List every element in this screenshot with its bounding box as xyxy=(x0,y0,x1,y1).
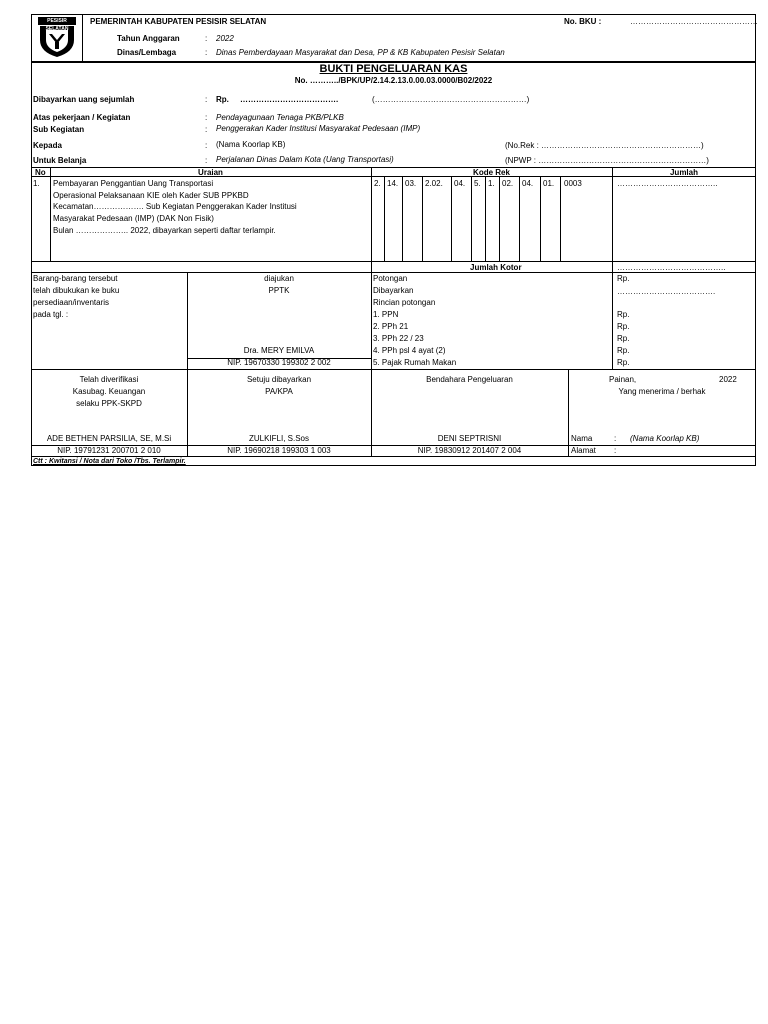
penerima-title: Yang menerima / berhak xyxy=(618,387,706,396)
setuju-nip: NIP. 19690218 199303 1 003 xyxy=(227,446,331,455)
rp-item-1: Rp. xyxy=(617,310,630,319)
row-jumlah: ……………………………….. xyxy=(617,179,718,188)
footnote: Ctt : Kwitansi / Nota dari Toko /Tbs. Terlampir. xyxy=(33,458,186,465)
potongan-item-pajak: 5. Pajak Rumah Makan xyxy=(373,358,457,367)
uraian-line-5: Bulan ……………….. 2022, dibayarkan seperti daftar terlampir. xyxy=(53,226,276,235)
verif-line-3: selaku PPK-SKPD xyxy=(76,399,142,408)
doc-title: BUKTI PENGELUARAN KAS xyxy=(319,63,468,75)
tahun-sep: : xyxy=(205,34,208,43)
kode-5: 04. xyxy=(454,179,466,188)
setuju-line-1: Setuju dibayarkan xyxy=(246,375,312,384)
kode-3: 03. xyxy=(405,179,417,188)
norek: (No.Rek : ……………………………………………………) xyxy=(505,141,704,150)
diajukan: diajukan xyxy=(264,274,294,283)
verif-line-2: Kasubag. Keuangan xyxy=(72,387,146,396)
barang-line-2: telah dibukukan ke buku xyxy=(33,286,120,295)
rp-potongan: Rp. xyxy=(617,274,630,283)
dibayarkan-row-label: Dibayarkan xyxy=(373,286,414,295)
verif-name: ADE BETHEN PARSILIA, SE, M.Si xyxy=(46,434,172,443)
kepada-sep: : xyxy=(205,141,208,150)
gov-title: PEMERINTAH KABUPATEN PESISIR SELATAN xyxy=(90,17,267,26)
rp-item-5: Rp. xyxy=(617,358,630,367)
kode-4: 2.02. xyxy=(425,179,443,188)
bendahara-title: Bendahara Pengeluaran xyxy=(426,375,513,384)
barang-line-4: pada tgl. : xyxy=(33,310,69,319)
potongan-label: Potongan xyxy=(373,274,408,283)
rp-item-4: Rp. xyxy=(617,346,630,355)
bendahara-name: DENI SEPTRISNI xyxy=(437,434,502,443)
row-no: 1. xyxy=(33,179,40,188)
rp-item-2: Rp. xyxy=(617,322,630,331)
uraian-line-2: Operasional Pelaksanaan KIE oleh Kader SUB PPKBD xyxy=(53,191,249,200)
logo-text: PESISIR SELATAN xyxy=(45,18,69,32)
atas-label: Atas pekerjaan / Kegiatan xyxy=(33,113,131,122)
tahun-label: Tahun Anggaran xyxy=(117,34,180,43)
atas-value: Pendayagunaan Tenaga PKB/PLKB xyxy=(216,113,344,122)
uraian-line-1: Pembayaran Penggantian Uang Transportasi xyxy=(53,179,214,188)
alamat-label: Alamat xyxy=(571,446,596,455)
verif-nip: NIP. 19791231 200701 2 010 xyxy=(57,446,161,455)
kepada-value: (Nama Koorlap KB) xyxy=(216,140,286,149)
untuk-sep: : xyxy=(205,156,208,165)
kepada-label: Kepada xyxy=(33,141,62,150)
nama-sep: : xyxy=(614,434,617,443)
nama-label: Nama xyxy=(571,434,593,443)
dinas-sep: : xyxy=(205,48,208,57)
dibayarkan-terbilang: (…………………………………………………) xyxy=(372,95,530,104)
kode-8: 02. xyxy=(502,179,514,188)
logo xyxy=(36,16,78,58)
bku-label: No. BKU : xyxy=(564,17,602,26)
sub-label: Sub Kegiatan xyxy=(33,125,85,134)
npwp: (NPWP : ………………………………………………………) xyxy=(505,156,709,165)
painan-label: Painan, xyxy=(609,375,637,384)
uraian-line-3: Kecamatan………………. Sub Kegiatan Penggerakan Kader Institusi xyxy=(53,202,297,211)
dibayarkan-amount: ………………………………. xyxy=(240,95,339,104)
uraian-line-4: Masyarakat Pedesaan (IMP) (DAK Non Fisik) xyxy=(53,214,214,223)
verif-line-1: Telah diverifikasi xyxy=(79,375,139,384)
dinas-value: Dinas Pemberdayaan Masyarakat dan Desa, PP & KB Kabupaten Pesisir Selatan xyxy=(216,48,505,57)
nama-value: (Nama Koorlap KB) xyxy=(630,434,700,443)
th-no: No xyxy=(35,168,46,177)
dibayarkan-label: Dibayarkan uang sejumlah xyxy=(33,95,135,104)
rincian-label: Rincian potongan xyxy=(373,298,436,307)
kode-2: 14. xyxy=(387,179,399,188)
kode-9: 04. xyxy=(522,179,534,188)
barang-line-1: Barang-barang tersebut xyxy=(33,274,118,283)
doc-number: No. ………../BPK/UP/2.14.2.13.0.00.03.0000/B02/2022 xyxy=(294,76,493,85)
th-kode: Kode Rek xyxy=(473,168,510,177)
bku-value: ………………………………………… xyxy=(630,17,758,26)
potongan-item-pph22: 3. PPh 22 / 23 xyxy=(373,334,424,343)
tahun-value: 2022 xyxy=(216,34,234,43)
bendahara-nip: NIP. 19830912 201407 2 004 xyxy=(417,446,522,455)
th-jumlah: Jumlah xyxy=(669,168,698,177)
pptk: PPTK xyxy=(268,286,290,295)
barang-line-3: persediaan/inventaris xyxy=(33,298,110,307)
potongan-item-pph21: 2. PPh 21 xyxy=(373,322,409,331)
sub-value: Penggerakan Kader Institusi Masyarakat Pedesaan (IMP) xyxy=(216,124,421,133)
painan-year: 2022 xyxy=(719,375,737,384)
kode-6: 5. xyxy=(474,179,481,188)
jumlah-kotor-label: Jumlah Kotor xyxy=(470,263,522,272)
untuk-value: Perjalanan Dinas Dalam Kota (Uang Transportasi) xyxy=(216,155,394,164)
dibayarkan-rp: Rp. xyxy=(216,95,229,104)
kode-7: 1. xyxy=(488,179,495,188)
dibayarkan-sep: : xyxy=(205,95,208,104)
kode-11: 0003 xyxy=(564,179,582,188)
pptk-nip: NIP. 19670330 199302 2 002 xyxy=(227,358,331,367)
potongan-item-ppn: 1. PPN xyxy=(373,310,399,319)
atas-sep: : xyxy=(205,113,208,122)
rp-item-3: Rp. xyxy=(617,334,630,343)
sub-sep: : xyxy=(205,125,208,134)
jumlah-kotor-value: ………………………………….. xyxy=(617,263,726,272)
untuk-label: Untuk Belanja xyxy=(33,156,87,165)
setuju-name: ZULKIFLI, S.Sos xyxy=(248,434,310,443)
alamat-sep: : xyxy=(614,446,617,455)
rp-dibayarkan: ………………………………. xyxy=(617,287,716,296)
th-uraian: Uraian xyxy=(198,168,223,177)
dinas-label: Dinas/Lembaga xyxy=(117,48,177,57)
kode-10: 01. xyxy=(543,179,555,188)
pptk-name: Dra. MERY EMILVA xyxy=(243,346,315,355)
potongan-item-pph4: 4. PPh psl 4 ayat (2) xyxy=(373,346,446,355)
kode-1: 2. xyxy=(374,179,381,188)
setuju-line-2: PA/KPA xyxy=(265,387,293,396)
